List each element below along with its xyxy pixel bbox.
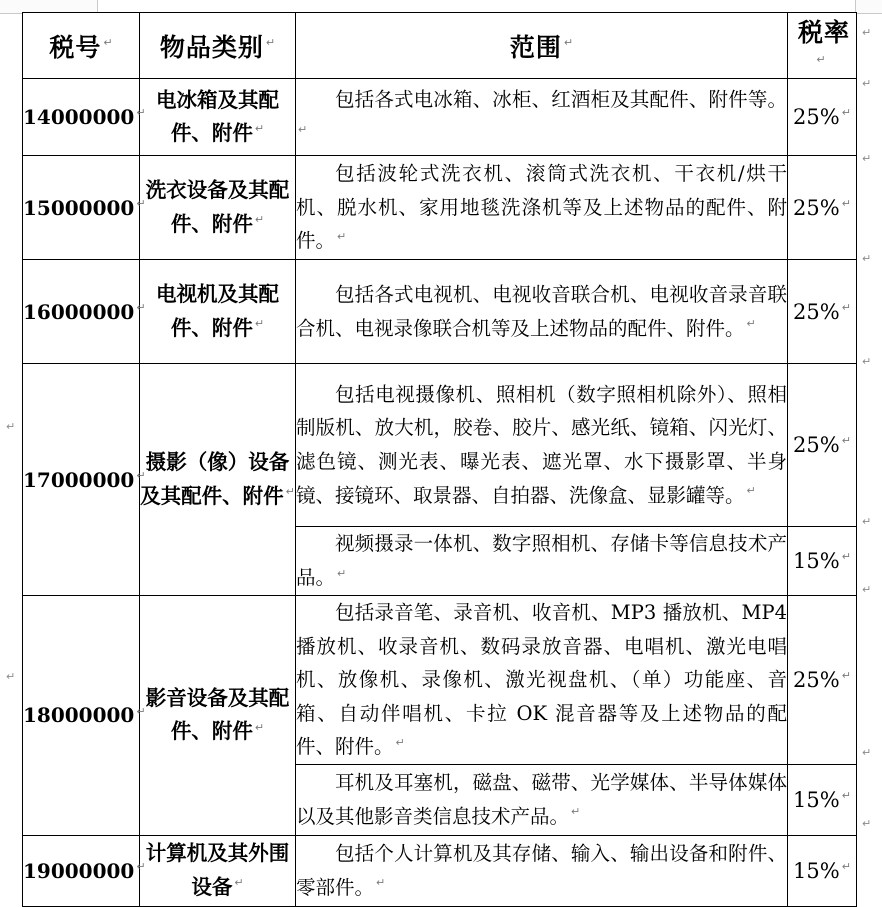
tax-rate-value: 15% — [793, 549, 840, 573]
pilcrow-icon: ↵ — [6, 670, 16, 683]
pilcrow-icon: ↵ — [862, 817, 872, 830]
column-header-code-label: 税号 — [49, 32, 102, 62]
pilcrow-icon: ↵ — [136, 106, 146, 120]
tax-rate-value: 25% — [793, 299, 840, 324]
scope-value: 包括波轮式洗衣机、滚筒式洗衣机、干衣机/烘干机、脱水机、家用地毯洗涤机等及上述物品的配件、附件。 — [296, 162, 787, 253]
cell-tax-code — [23, 364, 146, 596]
pilcrow-icon: ↵ — [254, 212, 265, 226]
tax-rate-value: 25% — [793, 195, 840, 220]
table-header-row — [23, 13, 857, 79]
tariff-table-body — [23, 13, 857, 907]
cell-scope — [296, 156, 788, 260]
cell-tax-code — [23, 835, 146, 906]
cell-scope — [296, 260, 788, 364]
pilcrow-icon: ↵ — [265, 36, 276, 50]
pilcrow-icon: ↵ — [862, 583, 872, 596]
pilcrow-icon: ↵ — [136, 196, 146, 210]
table-row — [23, 835, 857, 906]
category-value: 计算机及其外围设备 — [145, 841, 290, 899]
tax-rate-value: 15% — [793, 858, 840, 883]
category-value: 电视机及其配件、附件 — [156, 282, 279, 340]
cell-tax-rate — [788, 596, 857, 765]
cell-scope — [296, 79, 788, 156]
scope-value: 包括各式电视机、电视收音联合机、电视收音录音联合机、电视录像联合机等及上述物品的配件、附件。 — [296, 282, 787, 340]
column-header-category — [140, 13, 296, 79]
tax-code-value: 18000000 — [23, 703, 135, 728]
tax-rate-value: 15% — [793, 787, 840, 812]
tax-code-value: 16000000 — [23, 299, 135, 324]
column-header-rate-label: 税率 — [797, 18, 850, 47]
column-header-scope — [296, 13, 788, 79]
cell-tax-rate — [788, 260, 857, 364]
pilcrow-icon: ↵ — [862, 152, 872, 165]
table-row — [23, 260, 857, 364]
pilcrow-icon: ↵ — [136, 300, 146, 314]
pilcrow-icon: ↵ — [862, 252, 872, 265]
pilcrow-icon: ↵ — [563, 36, 574, 50]
pilcrow-icon: ↵ — [395, 735, 405, 749]
column-header-scope-label: 范围 — [509, 32, 562, 62]
category-value: 摄影（像）设备及其配件、附件 — [140, 450, 290, 508]
cell-tax-rate — [788, 764, 857, 835]
cell-scope — [296, 764, 788, 835]
tax-rate-value: 25% — [793, 433, 840, 457]
cell-tax-rate — [788, 156, 857, 260]
pilcrow-icon: ↵ — [136, 468, 146, 482]
pilcrow-icon: ↵ — [841, 550, 851, 563]
cell-category — [140, 364, 296, 596]
pilcrow-icon: ↵ — [862, 746, 872, 759]
cell-tax-code — [23, 79, 146, 156]
cell-scope — [296, 364, 788, 527]
pilcrow-icon: ↵ — [862, 515, 872, 528]
scope-value: 包括录音笔、录音机、收音机、MP3 播放机、MP4 播放机、收录音机、数码录放音器、电唱机、激光电唱机、放像机、录像机、激光视盘机、（单）功能座、音箱、自动伴唱机、卡拉 OK 混音器等及上述物品的配件、附件。 — [296, 601, 787, 759]
table-row — [23, 156, 857, 260]
pilcrow-icon: ↵ — [376, 876, 386, 890]
pilcrow-icon: ↵ — [841, 196, 851, 210]
column-header-rate — [788, 13, 857, 79]
tax-code-value: 14000000 — [23, 105, 135, 129]
scope-value: 包括个人计算机及其存储、输入、输出设备和附件、零部件。 — [296, 842, 787, 899]
category-value: 洗衣设备及其配件、附件 — [145, 178, 290, 236]
pilcrow-icon: ↵ — [841, 788, 851, 802]
pilcrow-icon: ↵ — [6, 420, 16, 433]
pilcrow-icon: ↵ — [841, 300, 851, 314]
tax-rate-value: 25% — [793, 105, 840, 129]
pilcrow-icon: ↵ — [254, 122, 265, 136]
cell-tax-rate — [788, 364, 857, 527]
pilcrow-icon: ↵ — [254, 316, 265, 330]
right-margin-paragraph-marks — [862, 12, 882, 830]
table-row — [23, 364, 857, 527]
cell-category — [140, 156, 296, 260]
left-margin-paragraph-mark — [6, 415, 22, 434]
scope-value: 耳机及耳塞机，磁盘、磁带、光学媒体、半导体媒体以及其他影音类信息技术产品。 — [296, 771, 787, 828]
tax-code-value: 15000000 — [23, 195, 135, 220]
left-margin-paragraph-mark — [6, 665, 22, 684]
pilcrow-icon: ↵ — [746, 484, 756, 498]
pilcrow-icon: ↵ — [841, 668, 851, 682]
pilcrow-icon: ↵ — [862, 355, 872, 368]
pilcrow-icon: ↵ — [746, 317, 756, 330]
pilcrow-icon: ↵ — [136, 860, 146, 873]
category-value: 影音设备及其配件、附件 — [145, 686, 290, 744]
pilcrow-icon: ↵ — [254, 720, 265, 734]
tax-code-value: 17000000 — [23, 467, 135, 492]
cell-tax-code — [23, 596, 146, 836]
pilcrow-icon: ↵ — [337, 229, 347, 243]
pilcrow-icon: ↵ — [285, 484, 295, 498]
pilcrow-icon: ↵ — [841, 859, 851, 873]
cell-scope — [296, 527, 788, 596]
category-value: 电冰箱及其配件、附件 — [156, 87, 279, 145]
cell-category — [140, 835, 296, 906]
cell-category — [140, 596, 296, 836]
pilcrow-icon: ↵ — [862, 26, 872, 39]
pilcrow-icon: ↵ — [841, 106, 851, 119]
pilcrow-icon: ↵ — [862, 77, 872, 90]
pilcrow-icon: ↵ — [841, 434, 851, 447]
tax-code-value: 19000000 — [23, 858, 135, 883]
column-header-code — [23, 13, 140, 79]
cell-tax-code — [23, 260, 146, 364]
scope-value: 包括各式电冰箱、冰柜、红酒柜及其配件、附件等。 — [335, 88, 787, 112]
cell-tax-code — [23, 156, 146, 260]
tariff-table — [22, 12, 857, 907]
pilcrow-icon: ↵ — [136, 704, 146, 718]
pilcrow-icon: ↵ — [337, 566, 347, 580]
table-row — [23, 79, 857, 156]
cell-scope — [296, 835, 788, 906]
cell-category — [140, 79, 296, 156]
table-row — [23, 596, 857, 765]
cell-tax-rate — [788, 835, 857, 906]
tax-rate-value: 25% — [793, 667, 840, 692]
pilcrow-icon: ↵ — [298, 122, 308, 136]
cell-tax-rate — [788, 527, 857, 596]
cell-category — [140, 260, 296, 364]
scope-value: 包括电视摄像机、照相机（数字照相机除外）、照相制版机、放大机，胶卷、胶片、感光纸、镜箱、闪光灯、滤色镜、测光表、曝光表、遮光罩、水下摄影罩、半身镜、接镜环、取景器、自拍器、洗像盒、显影罐等。 — [296, 382, 787, 507]
cell-scope — [296, 596, 788, 765]
pilcrow-icon: ↵ — [234, 875, 244, 889]
cell-tax-rate — [788, 79, 857, 156]
pilcrow-icon: ↵ — [816, 52, 826, 66]
pilcrow-icon: ↵ — [571, 805, 581, 819]
scope-value: 视频摄录一体机、数字照相机、存储卡等信息技术产品。 — [296, 532, 787, 589]
pilcrow-icon: ↵ — [103, 36, 113, 50]
column-header-category-label: 物品类别 — [159, 32, 264, 62]
